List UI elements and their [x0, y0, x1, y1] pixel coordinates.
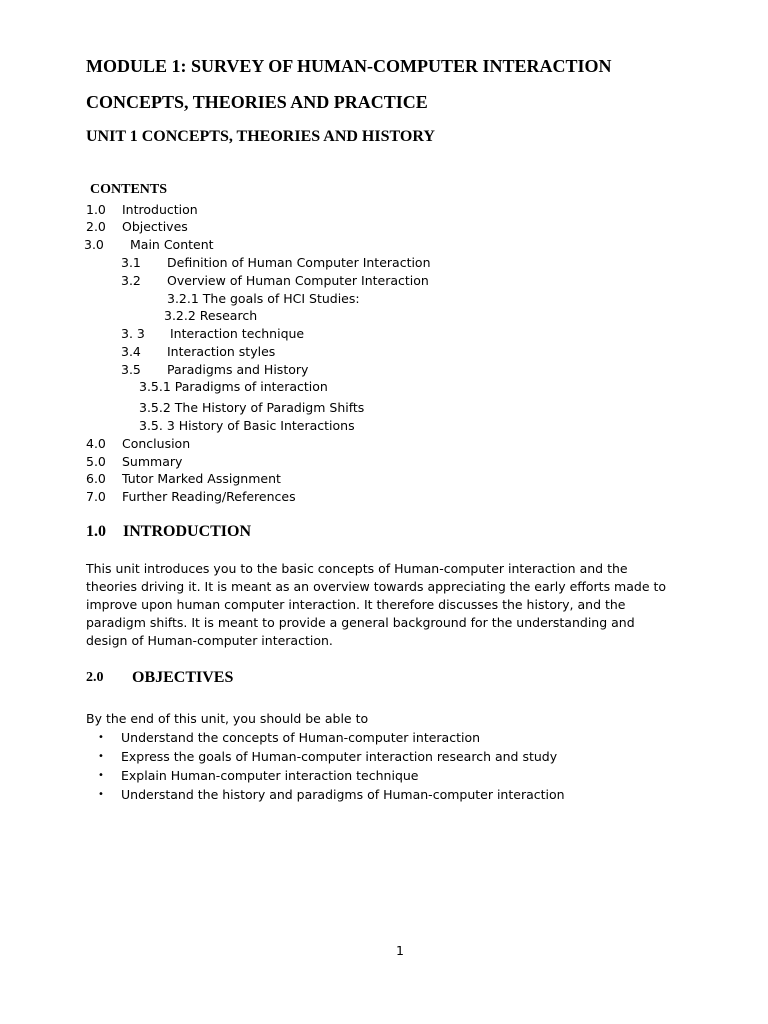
objectives-intro: By the end of this unit, you should be able to — [86, 711, 369, 726]
contents-item-conclusion: Conclusion — [122, 436, 191, 451]
unit-title: UNIT 1 CONCEPTS, THEORIES AND HISTORY — [86, 128, 435, 145]
contents-item-number: 3.5 — [121, 362, 141, 377]
bullet-icon: • — [98, 789, 104, 800]
contents-item-overview: Overview of Human Computer Interaction — [167, 273, 429, 288]
contents-item-number: 3.0 — [84, 237, 104, 252]
contents-item-number: 3.2 — [121, 273, 141, 288]
contents-item-number: 6.0 — [86, 471, 106, 486]
objective-item: Explain Human-computer interaction technique — [121, 768, 419, 783]
bullet-icon: • — [98, 770, 104, 781]
objectives-number: 2.0 — [86, 670, 104, 685]
module-title: MODULE 1: SURVEY OF HUMAN-COMPUTER INTERACTION — [86, 56, 612, 76]
contents-item-paradigms-history: Paradigms and History — [167, 362, 309, 377]
contents-item-number: 5.0 — [86, 454, 106, 469]
contents-item-interaction-technique: Interaction technique — [170, 326, 305, 341]
contents-heading: CONTENTS — [90, 182, 168, 197]
contents-item-paradigms-interaction: 3.5.1 Paradigms of interaction — [139, 379, 328, 394]
contents-item-number: 3.4 — [121, 344, 141, 359]
objectives-heading: OBJECTIVES — [132, 669, 234, 686]
bullet-icon: • — [98, 732, 104, 743]
contents-item-number: 4.0 — [86, 436, 106, 451]
contents-item-further-reading: Further Reading/References — [122, 489, 296, 504]
page-number: 1 — [396, 943, 404, 958]
objective-item: Understand the concepts of Human-computer interaction — [121, 730, 481, 745]
contents-item-number: 3. 3 — [121, 326, 145, 341]
contents-item-goals: 3.2.1 The goals of HCI Studies: — [167, 291, 360, 306]
contents-item-number: 3.1 — [121, 255, 141, 270]
contents-item-interaction-styles: Interaction styles — [167, 344, 276, 359]
module-subtitle: CONCEPTS, THEORIES AND PRACTICE — [86, 92, 428, 112]
contents-item-paradigm-shifts: 3.5.2 The History of Paradigm Shifts — [139, 400, 365, 415]
contents-item-objectives: Objectives — [122, 219, 188, 234]
contents-item-number: 7.0 — [86, 489, 106, 504]
objective-item: Express the goals of Human-computer interaction research and study — [121, 749, 558, 764]
contents-item-research: 3.2.2 Research — [164, 308, 258, 323]
contents-item-main-content: Main Content — [130, 237, 214, 252]
contents-item-introduction: Introduction — [122, 202, 198, 217]
bullet-icon: • — [98, 751, 104, 762]
contents-item-number: 1.0 — [86, 202, 106, 217]
introduction-heading: INTRODUCTION — [123, 523, 252, 540]
contents-item-definition: Definition of Human Computer Interaction — [167, 255, 431, 270]
contents-item-number: 2.0 — [86, 219, 106, 234]
introduction-paragraph: This unit introduces you to the basic concepts of Human-computer interaction and the theories driving it. It is meant as an overview towards appreciating the early efforts made to improve upon human computer interaction. It therefore discusses the history, and the paradigm shifts. It is meant to provide a general background for the understanding and design of Human-computer interaction. — [86, 561, 667, 648]
contents-item-basic-interactions: 3.5. 3 History of Basic Interactions — [139, 418, 355, 433]
introduction-number: 1.0 — [86, 523, 106, 540]
contents-item-summary: Summary — [122, 454, 183, 469]
contents-item-tutor-assignment: Tutor Marked Assignment — [122, 471, 281, 486]
objective-item: Understand the history and paradigms of Human-computer interaction — [121, 787, 565, 802]
